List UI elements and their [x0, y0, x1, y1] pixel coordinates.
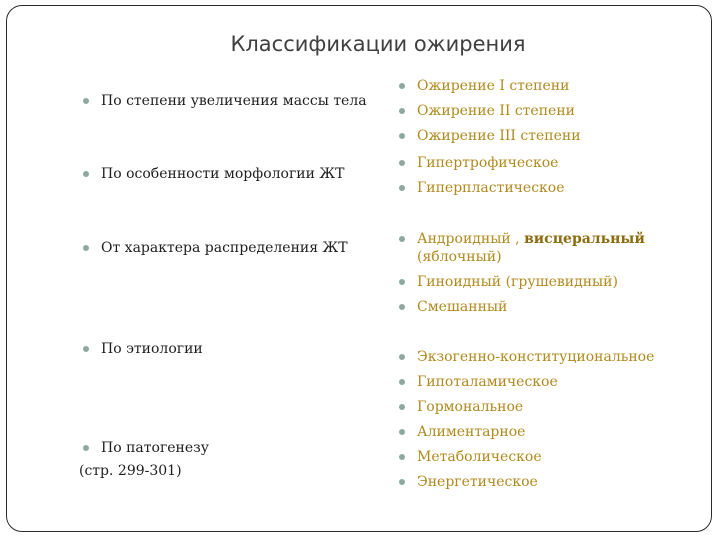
bullet-icon — [399, 133, 405, 139]
bullet-icon — [83, 445, 89, 451]
left-item-etiology: По этиологии — [101, 340, 203, 358]
right-item-hypothalamic: Гипоталамическое — [417, 373, 558, 391]
page-reference: (стр. 299-301) — [79, 463, 182, 479]
bullet-icon — [83, 245, 89, 251]
bullet-icon — [399, 185, 405, 191]
bullet-icon — [83, 346, 89, 352]
slide-title: Классификации ожирения — [230, 32, 526, 56]
bullet-icon — [83, 171, 89, 177]
bullet-icon — [83, 98, 89, 104]
right-item-hypertrophic: Гипертрофическое — [417, 154, 558, 172]
android-visceral-emphasis: висцеральный — [524, 231, 645, 247]
bullet-icon — [399, 83, 405, 89]
left-item-morphology: По особенности морфологии ЖТ — [101, 165, 344, 183]
bullet-icon — [399, 236, 405, 242]
bullet-icon — [399, 304, 405, 310]
bullet-icon — [399, 108, 405, 114]
right-item-hormonal: Гормональное — [417, 398, 523, 416]
bullet-icon — [399, 354, 405, 360]
right-item-gynoid: Гиноидный (грушевидный) — [417, 273, 618, 291]
right-item-exogenous: Экзогенно-конституциональное — [417, 348, 654, 366]
bullet-icon — [399, 479, 405, 485]
right-item-degree-1: Ожирение I степени — [417, 77, 569, 95]
right-item-android-note: (яблочный) — [417, 249, 502, 265]
bullet-icon — [399, 379, 405, 385]
right-item-alimentary: Алиментарное — [417, 423, 525, 441]
right-item-android: Андроидный , висцеральный — [417, 230, 645, 248]
left-item-distribution: От характера распределения ЖТ — [101, 239, 348, 257]
right-item-metabolic: Метаболическое — [417, 448, 542, 466]
right-item-mixed: Смешанный — [417, 298, 507, 316]
right-item-degree-3: Ожирение III степени — [417, 127, 581, 145]
bullet-icon — [399, 429, 405, 435]
bullet-icon — [399, 160, 405, 166]
bullet-icon — [399, 404, 405, 410]
right-item-hyperplastic: Гиперпластическое — [417, 179, 565, 197]
bullet-icon — [399, 279, 405, 285]
left-item-degree: По степени увеличения массы тела — [101, 92, 367, 110]
right-item-energetic: Энергетическое — [417, 473, 538, 491]
right-item-degree-2: Ожирение II степени — [417, 102, 575, 120]
left-item-pathogenesis: По патогенезу — [101, 439, 209, 457]
bullet-icon — [399, 454, 405, 460]
